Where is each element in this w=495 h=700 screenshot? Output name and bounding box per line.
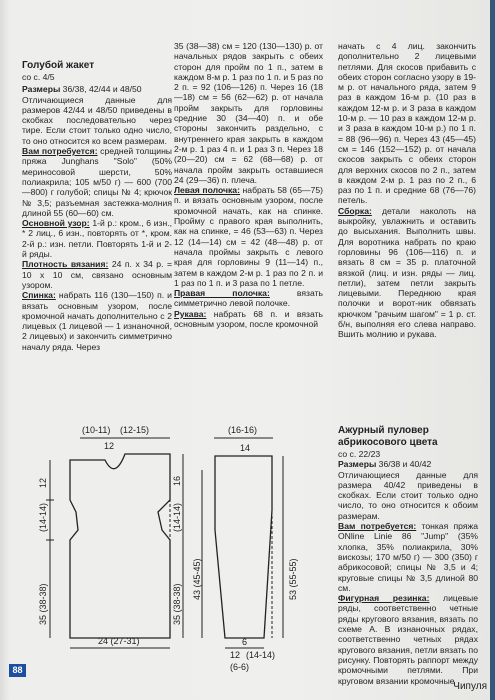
- dim-top-c: 12: [104, 441, 115, 451]
- rib-label: Фигурная резинка:: [338, 593, 430, 604]
- sleeve-dim-top: (16-16): [228, 425, 258, 435]
- sizes-label: Размеры: [22, 84, 61, 95]
- left-front: [174, 185, 323, 288]
- sleeve-dim-bottom-a: 12: [230, 650, 241, 660]
- assembly-text: детали наколоть на выкройку, увлажнить и оставить до высыхания. Выполнить швы. Для воротника набрать по краю горловины 96 (106—116) п. и вязать 8 см = 35 р. платочной вязкой (лиц. и изн. ряды — лиц. петли), затем петли закрыть лицевыми. Переднюю края полочки и ворот-ник обвязать крючком "рачьим шагом" = 1 р. ст. б/н, выполняя его слева направо. Вшить молнию и рукава.: [338, 205, 476, 340]
- sleeve-dim-right: 53 (55-55): [288, 558, 298, 600]
- dim-right-mid: (14-14): [172, 502, 182, 532]
- dim-left-bottom: 35 (38-38): [38, 583, 48, 625]
- dim-center-bottom: 35 (38-38): [172, 583, 182, 625]
- jacket-page-ref: со с. 4/5: [22, 72, 55, 82]
- dim-right-top: 16: [172, 475, 182, 486]
- dim-left-top: 12: [38, 477, 48, 488]
- jacket-materials: [22, 146, 172, 218]
- right-front-text: вязать симметрично левой полочке.: [174, 288, 323, 309]
- pullover-page-ref: со с. 22/23: [338, 449, 381, 459]
- sleeve-dim-top-num: 14: [240, 443, 251, 453]
- back-continued: 35 (38—38) см = 120 (130—130) р. от начальных рядов закрыть с обеих сторон для пройм по 1 п., затем в каждом 8-м р. 1 раз по 1 п. и 5 раз по 2 п. = 92 (106—126) п. Через 16 (18—18) см = 56 (62—62) р. от начала пройм закрыть для горловины средние 30 (34—40) п. и обе стороны закончить раздельно, с внутреннего края закрыть в каждом 2-м р. 1 раз 4 п. и 1 раз 3 п. Через 18 (20—20) см = 62 (68—68) р. от начала пройм закрыть оставшиеся 24 (29—36) п. плеча.: [174, 41, 324, 185]
- pullover-materials: [338, 521, 478, 593]
- sleeve-dim-bottom-c: (6-6): [230, 662, 250, 672]
- dim-top-a: (10-11): [82, 425, 111, 435]
- assembly: [338, 206, 476, 340]
- column-right-top: [338, 41, 476, 340]
- jacket-intro: Отличающиеся данные для размеров 42/44 и 48/50 приведены в скобках последовательно через тире. Если стоит только одно число, то оно относится ко всем размерам.: [22, 94, 172, 146]
- pullover-title: Ажурный пуловер абрикосового цвета: [338, 425, 438, 448]
- pullover-materials-text: тонкая пряжа ONline Linie 86 "Jump" (35% хлопка, 35% полиакрила, 30% вискозы; 170 м/50 г) — 300 (350) г абрикосовой; спицы № 3,5 и 4; круговые спицы № 3,5 длиной 80 см.: [338, 521, 479, 593]
- jacket-density: [22, 259, 172, 290]
- dim-left-mid: (14-14): [38, 502, 48, 532]
- right-front: [174, 288, 323, 309]
- materials-text: средней толщины пряжа Junghans "Solo" (50% мериносовой шерсти, 50% полиакрила; 105 м/50 г) — 600 (700—800) г голубой; спицы № 4; крючок № 3,5; разъемная застежка-молния длиной 55 (60—60) см.: [22, 146, 172, 218]
- page-edge: [490, 0, 495, 700]
- sleeve-dim-left: 43 (45-45): [192, 558, 202, 600]
- pattern-text: 1-й р.: кром., 6 изн., * 2 лиц., 6 изн., повторять от *, кром. 2-й р.: изн. петли. Повторять 1-й и 2-й ряды.: [22, 218, 172, 260]
- jacket-pattern: [22, 218, 172, 259]
- page-number: 88: [9, 664, 26, 677]
- sleeve-pattern-diagram: [190, 420, 330, 672]
- pullover-sizes-text: 36/38 и 40/42: [376, 459, 432, 470]
- jacket-title: Голубой жакет: [22, 60, 95, 71]
- pullover-sizes: [338, 459, 478, 469]
- pullover-rib: [338, 593, 478, 686]
- pullover-intro: Отличающиеся данные для размера 40/42 приведены в скобках. Если стоит только одно число, то оно относится к обоим размерам.: [338, 469, 478, 521]
- jacket-back: [22, 290, 172, 352]
- pullover-materials-label: Вам потребуется:: [338, 521, 417, 532]
- left-front-text: набрать 58 (65—75) п. и вязать основным узором, после кромочной начать, как на спинке. Пройму с правого края выполнить, как на спинке, = 46 (53—63) п. Через 12 (14—14) см = 42 (48—48) р. от начала проймы закрыть с левого края для горловины 9 (11—14) п., затем в каждом 2-м р. 1 раз по 2 п. и 1 раз по 1 п. и 3 раза по 1 петле.: [174, 185, 324, 288]
- sleeves-text: набрать 68 п. и вязать основным узором, после кромочной: [174, 308, 323, 330]
- jacket-sizes: [22, 84, 172, 94]
- dim-top-b: (12-15): [120, 425, 150, 435]
- density-text: 24 п. х 34 р. = 10 х 10 см, связано основным узором.: [22, 259, 172, 290]
- column-right-bottom: [338, 425, 478, 686]
- left-front-label: Левая полочка:: [174, 185, 240, 196]
- column-middle: [174, 41, 323, 329]
- column-left: [22, 60, 172, 352]
- right-front-label: Правая полочка:: [174, 288, 270, 299]
- sizes-text: 36/38, 42/44 и 48/50: [60, 84, 142, 95]
- dim-bottom-width: 24 (27-31): [98, 636, 140, 646]
- sleeve-dim-bottom-num: 6: [242, 637, 248, 647]
- back-label: Спинка:: [22, 290, 56, 301]
- assembly-label: Сборка:: [338, 205, 372, 216]
- pullover-sizes-label: Размеры: [338, 459, 377, 470]
- sleeve-dim-bottom-b: (14-14): [246, 650, 276, 660]
- sleeves: [174, 309, 323, 330]
- back-text: набрать 116 (130—150) п. и вязать основным узором, после кромочной начать дополнительно с 2 лицевых (1 лицевой — 1 изнаночной, 2 лицевых) и закончить симметрично началу ряда. Через: [22, 290, 172, 352]
- rib-text: лицевые ряды, соответственно четные ряды кругового вязания, вязать по схеме А. В изнаночных рядах, соответственно четных рядах кругового вязания, петли вязать по рисунку. Повторять раппорт между кромочными петлями. При круговом вязании кромочные: [338, 593, 478, 686]
- pattern-label: Основной узор:: [22, 218, 90, 229]
- density-label: Плотность вязания:: [22, 259, 109, 270]
- sleeves-continued: начать с 4 лиц. закончить дополнительно 2 лицевыми петлями. Для скосов прибавить с обеих сторон согласно узору в 19-м р. от начального ряда, затем 9 раз в каждом 16-м р. (10 раз в каждом 12-м р. и 3 раза в каждом 10-м р. — 10 раз в каждом 12-м р. и 3 раза в каждом 10-м р.) по 1 п. = 88 (96—96) п. Через 43 (45—45) см = 146 (152—152) р. от начала скосов закрыть с обеих сторон для верхних скосов по 2 п., затем в каждом 2-м р. 1 раз по 2 п., 6 раз по 1 п. и средние 68 (76—76) петель.: [338, 41, 476, 206]
- back-front-pattern-diagram: [20, 420, 210, 660]
- materials-label: Вам потребуется:: [22, 146, 98, 157]
- watermark: Чипуля: [453, 681, 487, 692]
- sleeves-label: Рукава:: [174, 308, 207, 319]
